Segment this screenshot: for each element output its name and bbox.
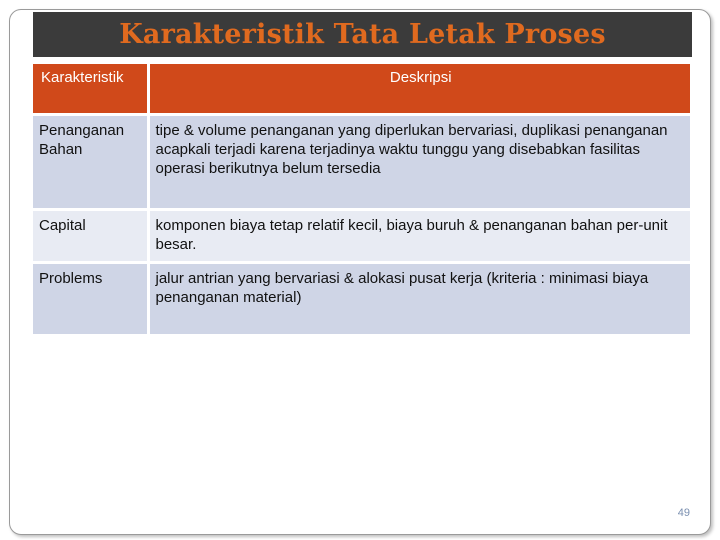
row-description: komponen biaya tetap relatif kecil, biaya buruh & penanganan bahan per-unit besar. [148,210,690,263]
title-bar [33,12,692,57]
slide-title: Karakteristik Tata Letak Proses [119,19,606,50]
row-characteristic: Penanganan Bahan [33,115,148,210]
table-header-row [33,64,690,115]
page-number: 49 [677,507,690,519]
row-characteristic: Capital [33,210,148,263]
characteristics-table [33,64,690,334]
table-row [33,263,690,335]
table-row [33,210,690,263]
row-description: tipe & volume penanganan yang diperlukan bervariasi, duplikasi penanganan acapkali terjadi karena terjadinya waktu tunggu yang disebabkan fasilitas operasi berikutnya belum tersedia [148,115,690,210]
table-row [33,115,690,210]
header-deskripsi: Deskripsi [148,64,690,115]
row-description: jalur antrian yang bervariasi & alokasi pusat kerja (kriteria : minimasi biaya penanganan material) [148,263,690,335]
header-karakteristik: Karakteristik [33,64,148,115]
row-characteristic: Problems [33,263,148,335]
